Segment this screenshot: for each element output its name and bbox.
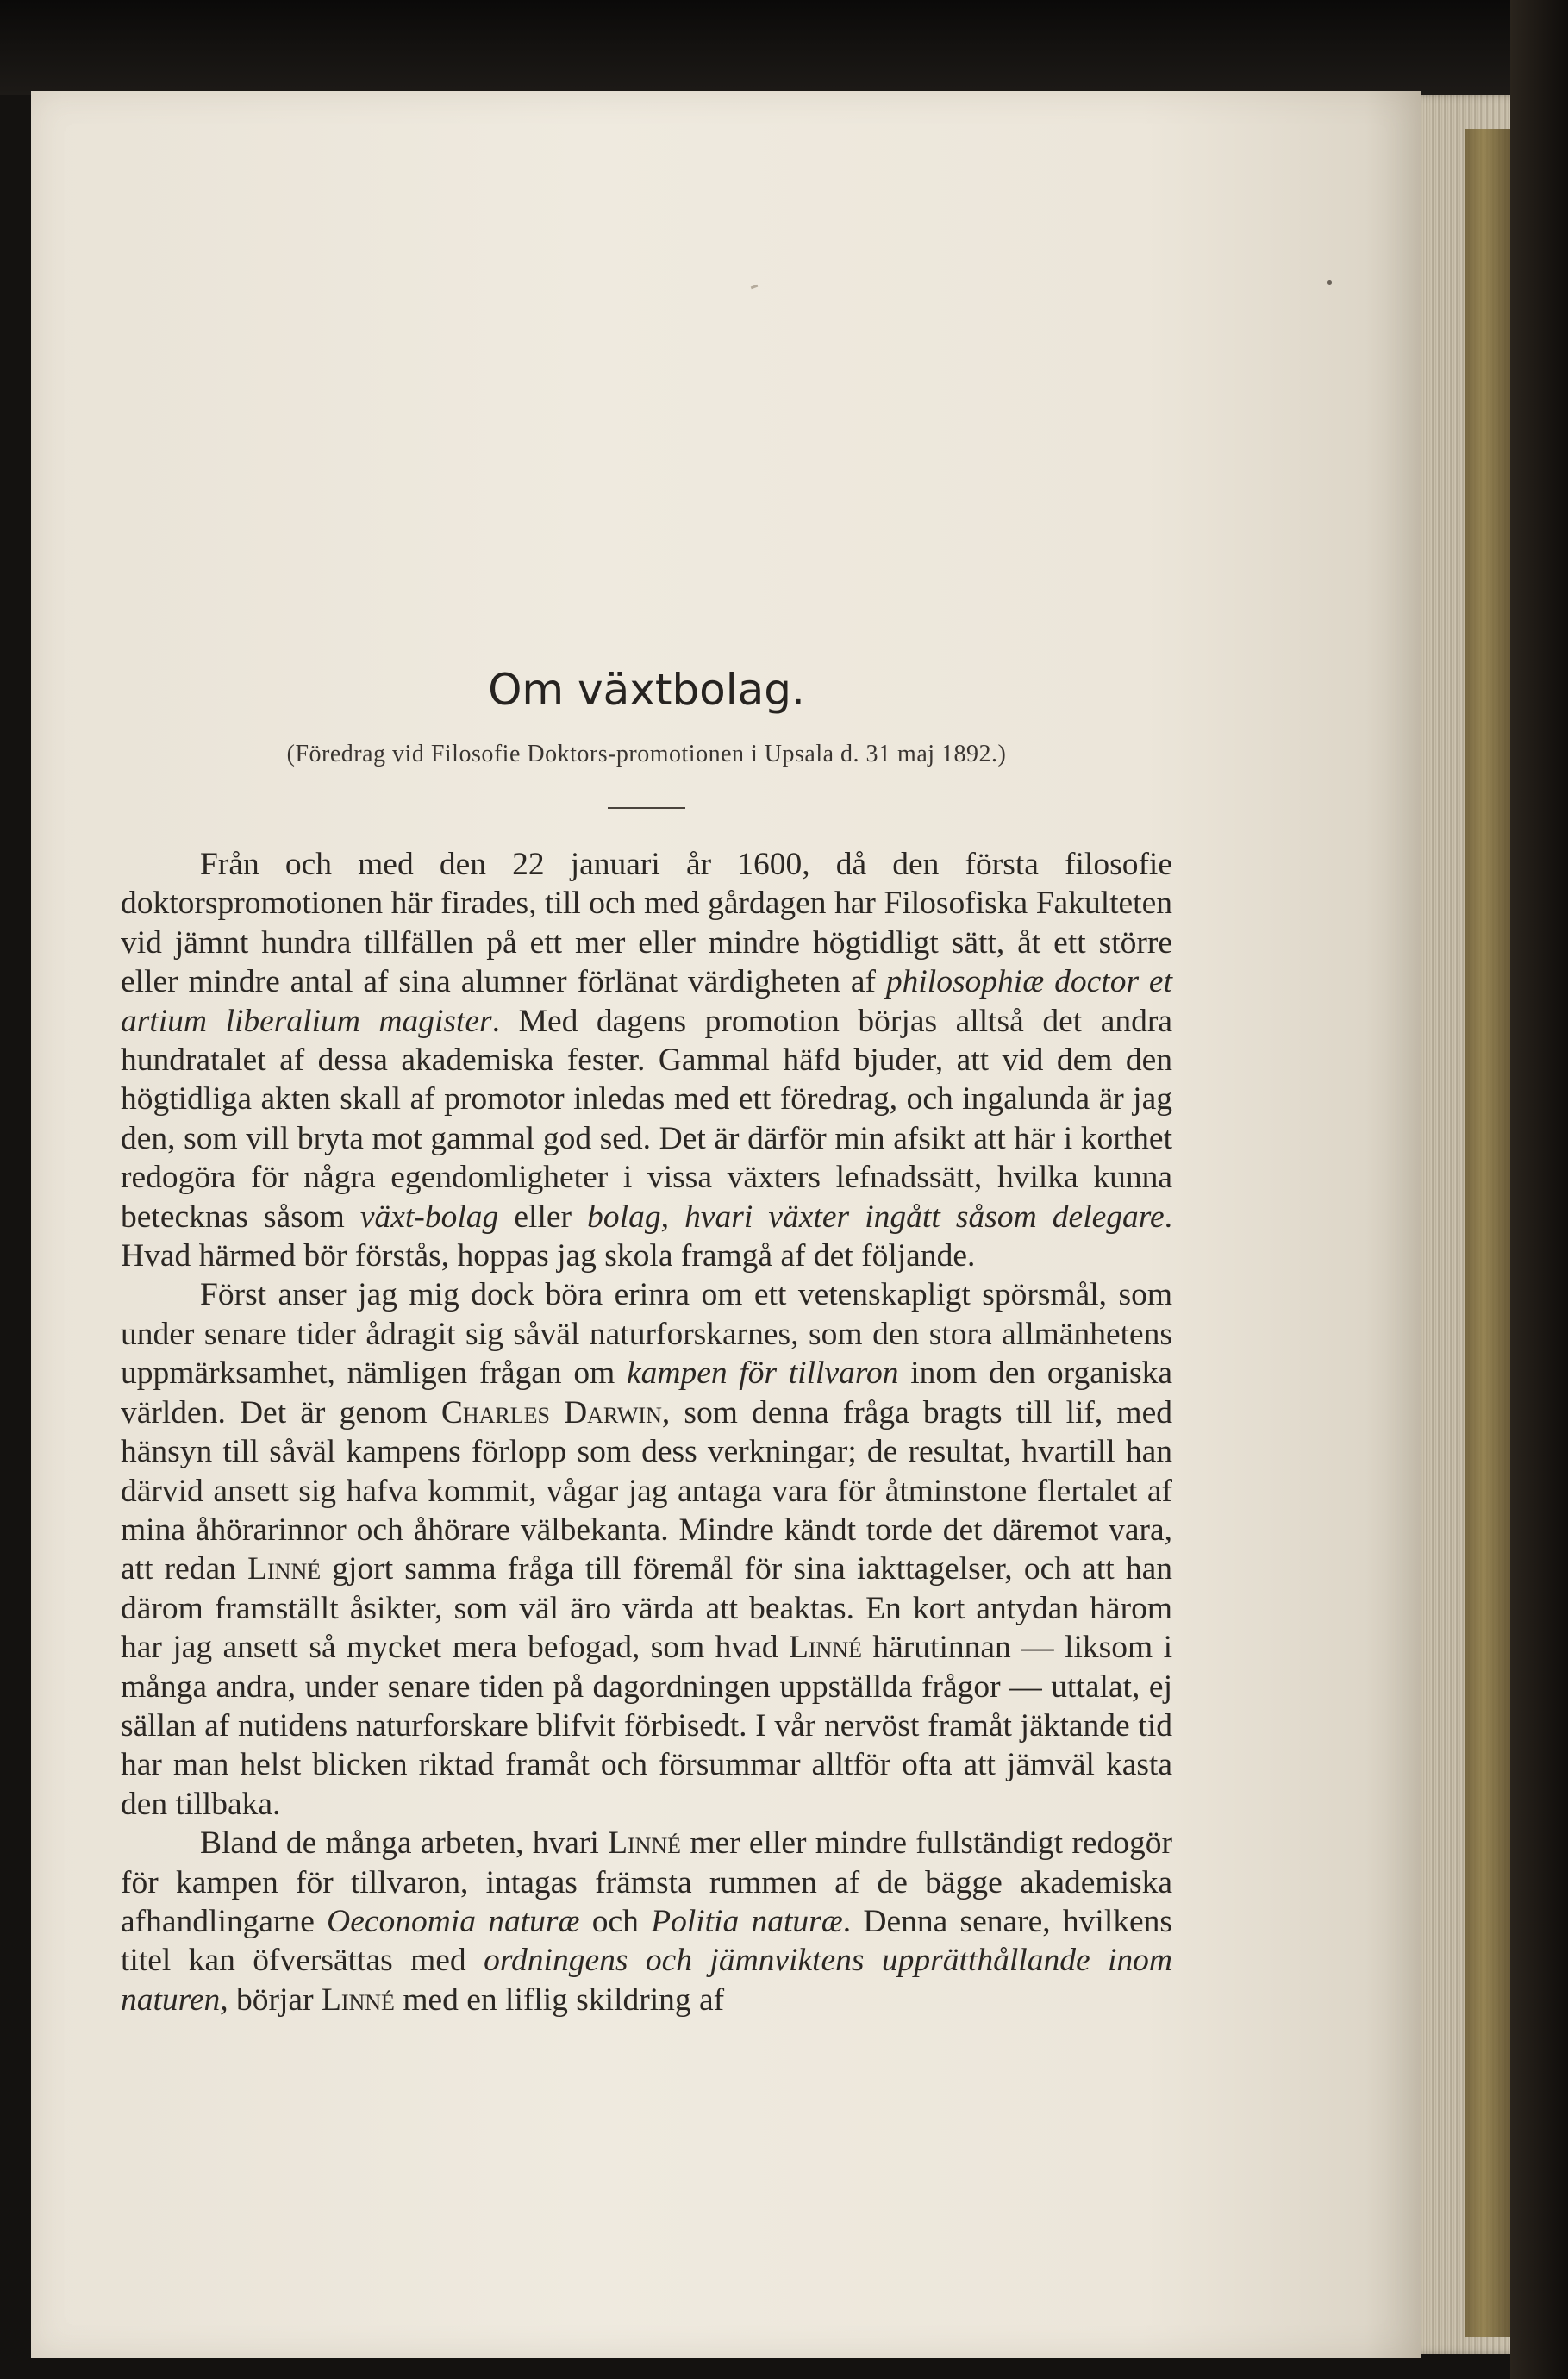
paragraph-2 bbox=[121, 1275, 1172, 1824]
page-content bbox=[121, 664, 1172, 2019]
text-run: inom den organiska världen. Det är genom bbox=[121, 1355, 1173, 1431]
text-run: Först anser jag mig dock böra erinra om ett vetenskapligt spörsmål, som under senare tider ådragit sig såväl naturforskarnes, som den stora allmänhetens uppmärksamhet, nämligen frågan om bbox=[121, 1277, 1172, 1392]
name-smallcaps: Linné bbox=[321, 1981, 395, 2018]
text-run: börjar bbox=[228, 1981, 322, 2018]
paragraph-3 bbox=[121, 1824, 1172, 2019]
article-title: Om växtbolag. bbox=[488, 665, 805, 715]
italic-run: philosophiæ doctor et artium liberalium magister bbox=[121, 964, 1172, 1039]
paragraph-1 bbox=[121, 845, 1172, 1275]
text-run: mer eller mindre fullständigt redogör för kampen för tillvaron, intagas främsta rummen af de bägge akademiska afhandlingarne bbox=[121, 1825, 1172, 1939]
italic-run: växt-bolag bbox=[359, 1199, 499, 1235]
name-smallcaps: Charles Darwin bbox=[440, 1394, 662, 1431]
scan-background bbox=[0, 0, 1568, 95]
paper-mark bbox=[751, 285, 759, 290]
text-run: med en liflig skildring af bbox=[394, 1981, 725, 2018]
name-smallcaps: Linné bbox=[247, 1551, 322, 1587]
name-smallcaps: Linné bbox=[788, 1630, 862, 1666]
italic-run: ordningens och jämnviktens upprätthållande inom naturen, bbox=[121, 1943, 1172, 2018]
italic-run: Oeconomia naturæ bbox=[327, 1903, 580, 1939]
text-run: Bland de många arbeten, hvari bbox=[200, 1825, 609, 1862]
italic-run: kampen för tillvaron bbox=[626, 1355, 899, 1392]
name-smallcaps: Linné bbox=[608, 1825, 682, 1862]
article-subtitle: (Föredrag vid Filosofie Doktors-promotionen i Upsala d. 31 maj 1892.) bbox=[286, 741, 1007, 767]
italic-run: Politia naturæ bbox=[651, 1903, 843, 1939]
text-run: och bbox=[579, 1903, 652, 1939]
text-run: , som denna fråga bragts till lif, med hänsyn till såväl kampens förlopp som dess verkningar; de resultat, hvartill han därvid ansett sig hafva kommit, vågar jag antaga vara för åtminstone flertalet af mina åhörarinnor och åhörare välbekanta. Mindre kändt torde det däremot vara, att redan bbox=[121, 1394, 1172, 1587]
italic-run: bolag, hvari växter ingått såsom delegare bbox=[587, 1199, 1165, 1235]
title-rule bbox=[608, 807, 685, 809]
cover-edge bbox=[1465, 129, 1510, 2337]
text-run: . Med dagens promotion börjas alltså det andra hundratalet af dessa akademiska fester. Gammal häfd bjuder, att vid dem den högtidliga akten skall af promotor inledas med ett föredrag, och ingalunda är jag den, som vill bryta mot gammal god sed. Det är därför min afsikt att här i korthet redogöra för några egendomligheter i vissa växters lefnadssätt, hvilka kunna betecknas såsom bbox=[121, 1003, 1172, 1235]
text-run: härutinnan — liksom i många andra, under senare tiden på dagordningen uppställda frågor — uttalat, ej sällan af nutidens naturforskare blifvit förbisedt. I vår nervöst framåt jäktande tid har man helst blicken riktad framåt och försummar alltför ofta att jämväl kasta den tillbaka. bbox=[121, 1630, 1173, 1822]
text-run: . Hvad härmed bör förstås, hoppas jag skola framgå af det följande. bbox=[121, 1199, 1172, 1274]
text-run: eller bbox=[498, 1199, 588, 1235]
text-run: . Denna senare, hvilkens titel kan öfversättas med bbox=[121, 1903, 1172, 1979]
book-binding bbox=[1510, 0, 1568, 2379]
text-run: gjort samma fråga till föremål för sina iakttagelser, och att han därom framställt åsikter, som väl äro värda att beaktas. En kort antydan härom har jag ansett så mycket mera befogad, som hvad bbox=[121, 1551, 1172, 1666]
paper-speck bbox=[1327, 280, 1332, 285]
text-run: Från och med den 22 januari år 1600, då den första filosofie doktorspromotionen här firades, till och med gårdagen har Filosofiska Fakulteten vid jämnt hundra tillfällen på ett mer eller mindre högtidligt sätt, åt ett större eller mindre antal af sina alumner förlänat värdigheten af bbox=[121, 847, 1172, 1000]
